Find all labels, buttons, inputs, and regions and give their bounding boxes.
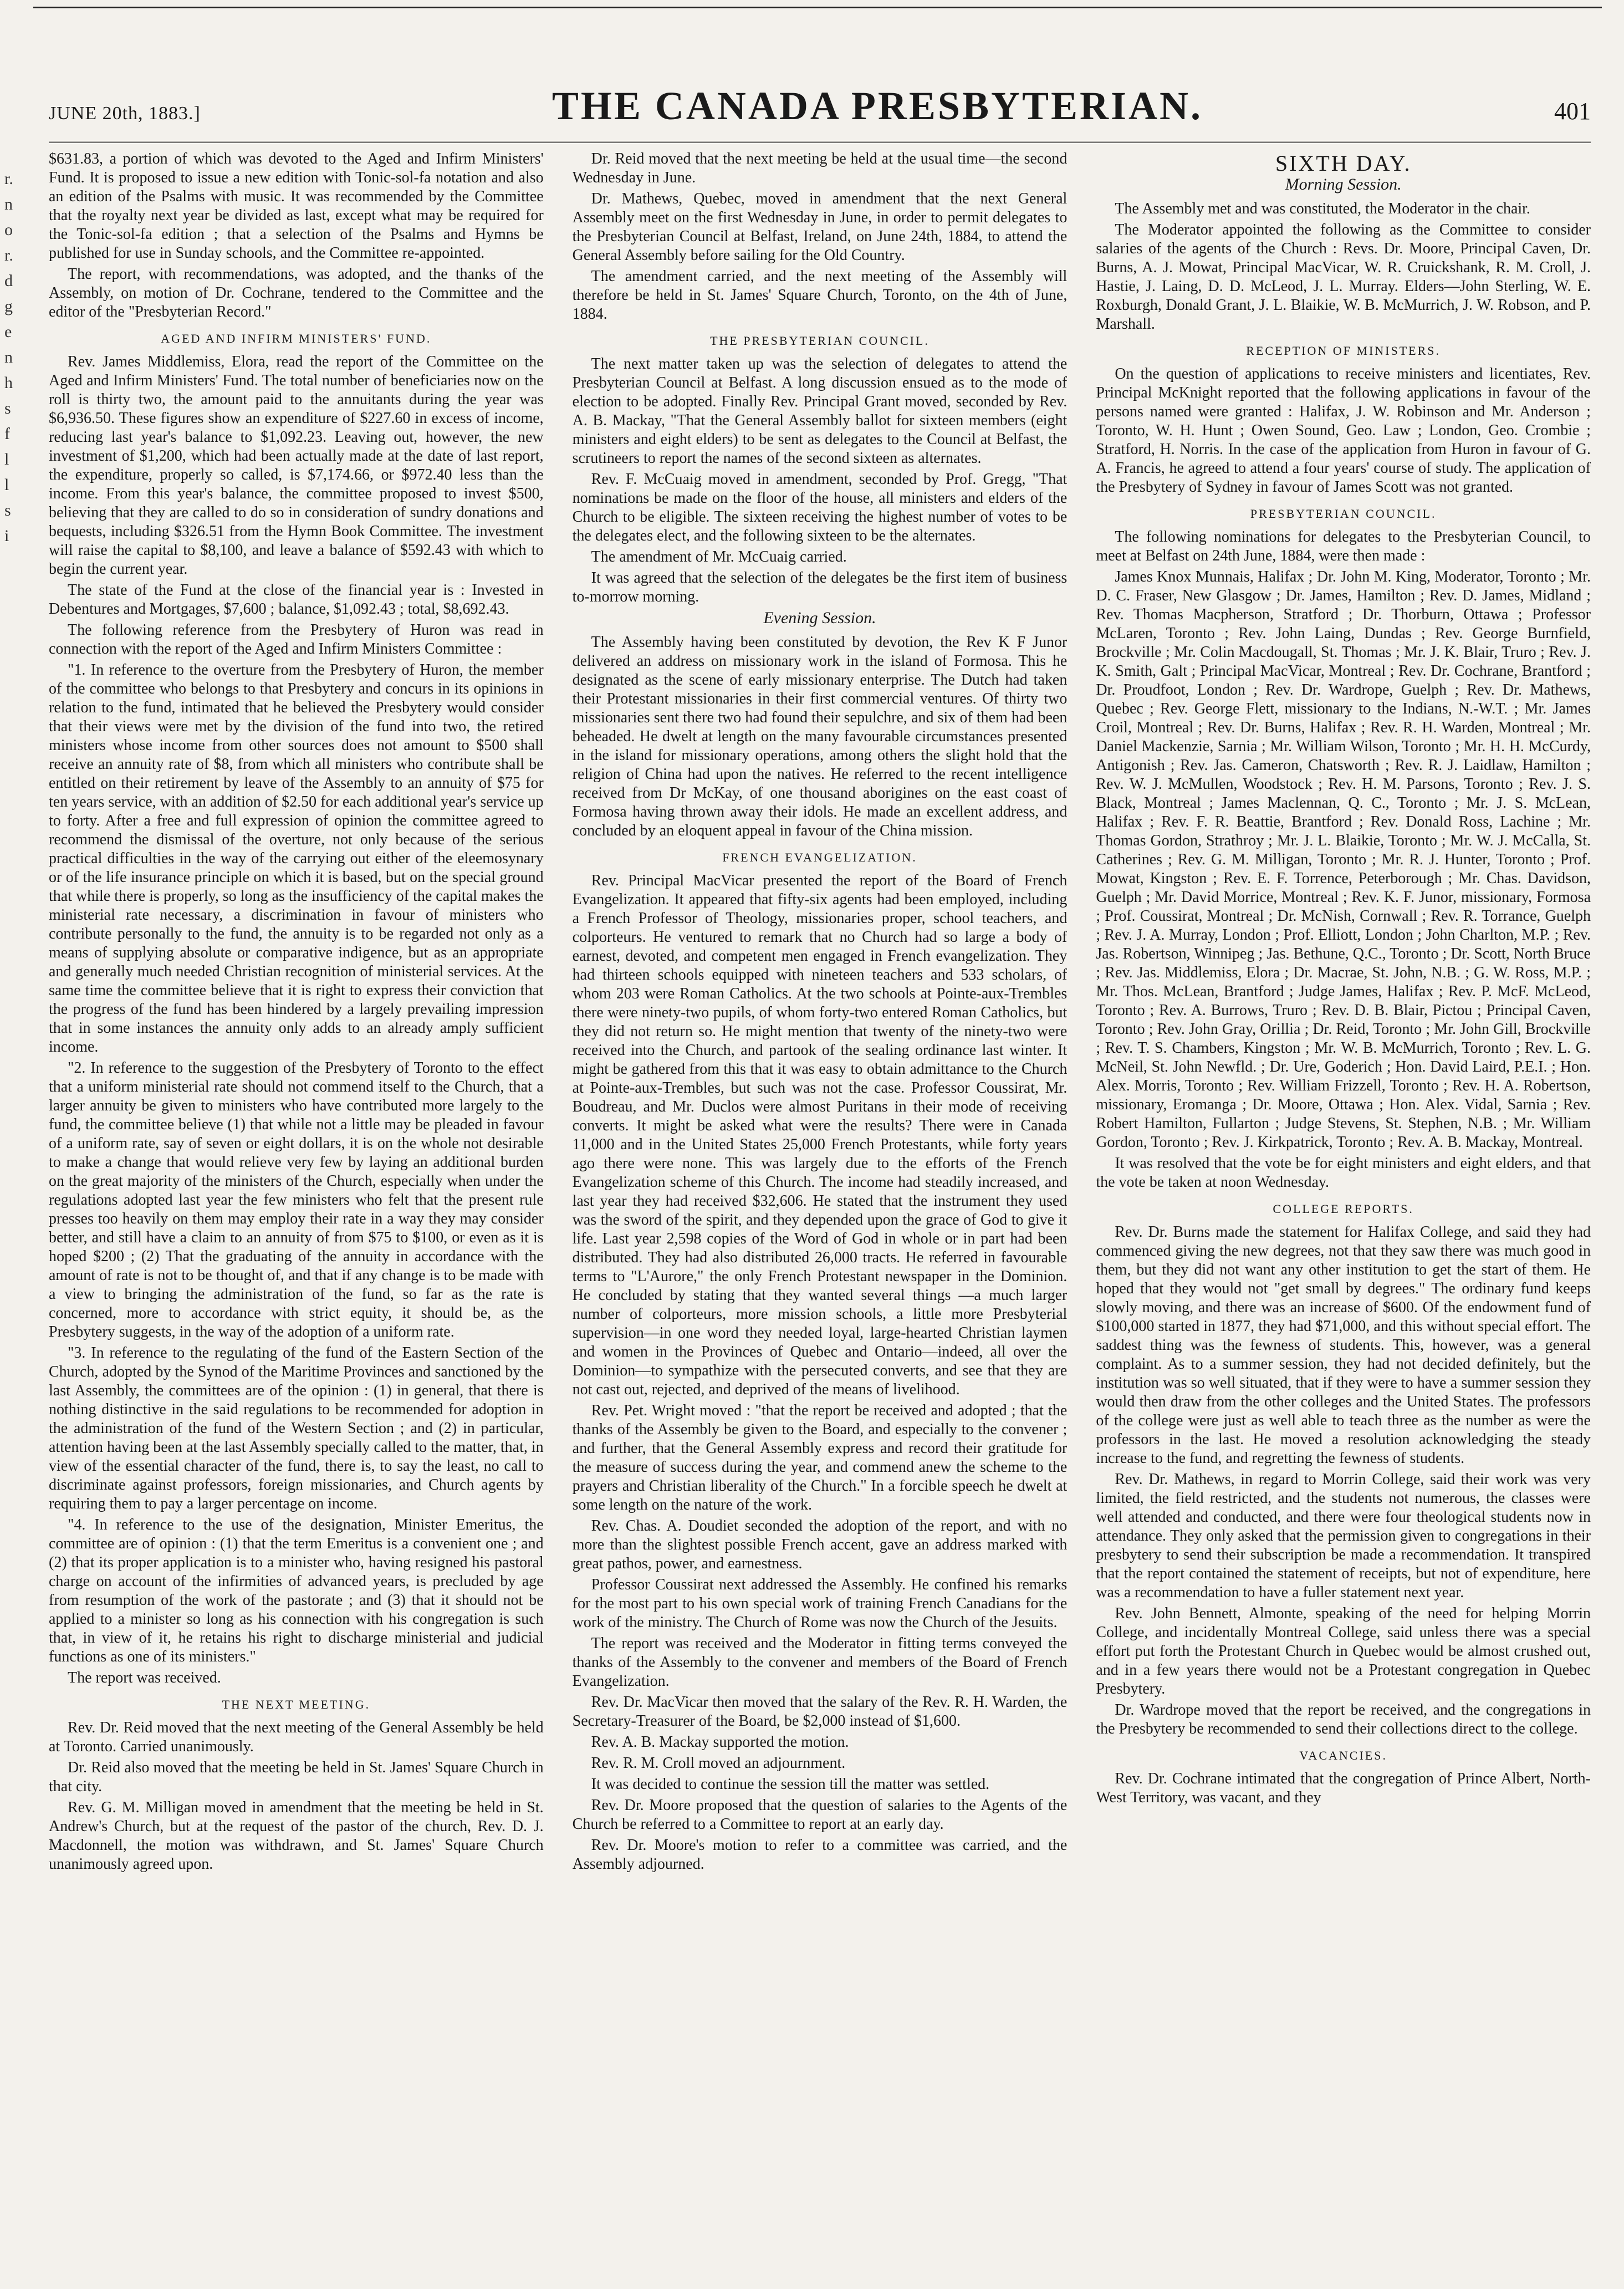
- newspaper-title: THE CANADA PRESBYTERIAN.: [551, 84, 1203, 128]
- day-heading: SIXTH DAY.: [1275, 151, 1412, 176]
- paragraph: Rev. F. McCuaig moved in amendment, seconded by Prof. Gregg, "That nominations be made on the floor of the house, all ministers and elders of the Church to be eligible. The sixteen receiving the highest number of votes to be the delegates elect, and the following sixteen to be the alternates.: [572, 471, 1068, 544]
- page-header: [49, 83, 1591, 143]
- text-columns: [49, 150, 1591, 2267]
- paragraph: The Moderator appointed the following as the Committee to consider salaries of the agents of the Church : Revs. Dr. Moore, Principal Caven, Dr. Burns, A. J. Mowat, Principal MacVicar, W. R. Cruickshank, R. M. Croll, J. Hastie, J. Laing, D. D. McLeod, J. L. Murray. Elders—John Sterling, W. E. Roxburgh, Donald Grant, J. L. Blaikie, W. B. McMurrich, J. W. Robson, and P. Marshall.: [1096, 221, 1591, 333]
- paragraph: It was resolved that the vote be for eight ministers and eight elders, and that the vote be taken at noon Wednesday.: [1096, 1155, 1591, 1191]
- subheading-evening-session: Evening Session.: [763, 609, 876, 627]
- paragraph: Rev. Dr. MacVicar then moved that the salary of the Rev. R. H. Warden, the Secretary-Treasurer of the Board, be $2,000 instead of $1,600.: [572, 1694, 1068, 1730]
- paragraph: The amendment carried, and the next meeting of the Assembly will therefore be held in St. James' Square Church, Toronto, on the 4th of June, 1884.: [572, 268, 1068, 323]
- edge-mark: n: [4, 348, 13, 366]
- edge-mark: h: [4, 374, 13, 392]
- paragraph: Rev. Dr. Moore's motion to refer to a committee was carried, and the Assembly adjourned.: [572, 1837, 1068, 1873]
- edge-mark: o: [4, 221, 13, 239]
- paragraph: The report was received.: [68, 1669, 221, 1686]
- edge-mark: i: [4, 527, 9, 545]
- edge-mark: s: [4, 399, 11, 417]
- paragraph: $631.83, a portion of which was devoted to the Aged and Infirm Ministers' Fund. It is proposed to issue a new edition with Tonic-sol-fa notation and also an edition of the Psalms with music. It was recommended by the Committee that the royalty next year be divided as last, except what may be required for the Tonic-sol-fa edition ; that a selection of the Psalms and Hymns be published for use in Sunday schools, and the Committee re-appointed.: [49, 150, 544, 262]
- paragraph: It was agreed that the selection of the delegates be the first item of business to-morrow morning.: [572, 569, 1068, 605]
- paragraph: The next matter taken up was the selection of delegates to attend the Presbyterian Council at Belfast. A long discussion ensued as to the mode of election to be adopted. Finally Rev. Principal Grant moved, seconded by Rev. A. B. Mackay, "That the General Assembly ballot for sixteen members (eight ministers and eight elders) to be sent as delegates to the Council at Belfast, the scrutineers to report the names of the second sixteen as alternates.: [572, 355, 1068, 467]
- paragraph: "2. In reference to the suggestion of the Presbytery of Toronto to the effect that a uniform ministerial rate should not commend itself to the Church, that a larger annuity be given to ministers who have contributed more largely to the fund, the committee believe (1) that while not a little may be pleaded in favour of a uniform rate, say of seven or eight dollars, it is on the whole not desirable to make a change that would relieve very few by laying an additional burden on the great majority of the ministers of the Church, especially when under the regulations adopted last year the few ministers who felt that the present rule presses too heavily on them may employ their rate in a way they may consider better, and still have a claim to an annuity of from $75 to $100, or even as it is hoped $200 ; (2) That the graduating of the annuity in accordance with the amount of rate is not to be thought of, and that if any change is to be made with a view to bringing the administration of the fund, so far as the rate is concerned, more to accordance with strict equity, it should be, as the Presbytery suggests, in the way of the adoption of a uniform rate.: [49, 1059, 544, 1340]
- paragraph: Dr. Wardrope moved that the report be received, and the congregations in the Presbytery be recommended to send their collections direct to the college.: [1096, 1701, 1591, 1737]
- paragraph: On the question of applications to receive ministers and licentiates, Rev. Principal McKnight reported that the following applications in favour of the persons named were granted : Halifax, J. W. Robinson and Mr. Anderson ; Toronto, W. H. Hunt ; Owen Sound, Geo. Law ; London, Geo. Crombie ; Stratford, H. Norris. In the case of the application from Huron in favour of G. A. Francis, he agreed to attend a four years' course of study. The application of the Presbytery of Sydney in favour of James Scott was not granted.: [1096, 365, 1591, 496]
- paragraph: Rev. Dr. Cochrane intimated that the congregation of Prince Albert, North-West Territory, was vacant, and they: [1096, 1770, 1591, 1806]
- column-2: [573, 150, 1068, 2267]
- section-heading-college-reports: COLLEGE REPORTS.: [1273, 1202, 1414, 1216]
- paragraph: Rev. Pet. Wright moved : "that the report be received and adopted ; that the thanks of the Assembly be given to the Board, and especially to the convener ; and further, that the General Assembly express and record their gratitude for the measure of success during the year, and commend anew the scheme to the prayers and Christian liberality of the Church." In a forcible speech he dwelt at some length on the nature of the work.: [572, 1402, 1068, 1513]
- paragraph: Dr. Reid also moved that the meeting be held in St. James' Square Church in that city.: [49, 1759, 544, 1795]
- paragraph: Rev. Dr. Burns made the statement for Halifax College, and said they had commenced giving the new degrees, not that they saw there was much good in them, but they did not want any other institution to get the start of them. He hoped that they would not "get small by degrees." The ordinary fund keeps slowly moving, and there was an increase of $600. Of the endowment fund of $100,000 started in 1877, they had $71,000, and this without special effort. The saddest thing was the fewness of students. This, however, was a general complaint. As to a summer session, they had not decided definitely, but the institution was so well situated, that if they were to have a summer session they would then draw from the other colleges and the United States. The professors of the college were just as well able to teach three as the number as were the professors in the last. He moved a resolution acknowledging the steady increase to the fund, and regretting the fewness of students.: [1096, 1223, 1591, 1467]
- section-heading-presbyterian-council: PRESBYTERIAN COUNCIL.: [1250, 507, 1437, 521]
- edge-mark: f: [4, 425, 10, 443]
- paragraph: Rev. Chas. A. Doudiet seconded the adoption of the report, and with no more than the slightest possible French accent, gave an address marked with great pathos, power, and earnestness.: [572, 1517, 1068, 1572]
- paragraph: It was decided to continue the session till the matter was settled.: [591, 1776, 990, 1793]
- issue-date: JUNE 20th, 1883.]: [49, 103, 201, 124]
- edge-mark: d: [4, 272, 13, 290]
- section-heading-aged-infirm: AGED AND INFIRM MINISTERS' FUND.: [161, 332, 432, 345]
- paragraph: Rev. Principal MacVicar presented the report of the Board of French Evangelization. It appeared that fifty-six agents had been employed, including a French Professor of Theology, missionaries proper, school teachers, and colporteurs. He ventured to remark that no Church had so large a body of earnest, devoted, and competent men engaged in French evangelization. They had thirteen schools equipped with nineteen teachers and 533 scholars, of whom 203 were Roman Catholics. At the two schools at Pointe-aux-Trembles there were ninety-two pupils, of whom forty-two entered Roman Catholics, but they did not return so. He might mention that twenty of the ninety-two were received into the Church, and partook of the sealing ordinance last winter. It might be gathered from this that it was easy to obtain admittance to the Church at Pointe-aux-Trembles, but such was not the case. Professor Coussirat, Mr. Boudreau, and Mr. Duclos were almost Puritans in their mode of receiving converts. It might be asked what were the results? There were in Canada 11,000 and in the United States 25,000 French Protestants, while forty years ago there were none. This was largely due to the efforts of the French Evangelization scheme of this Church. The income had steadily increased, and last year they had received $32,606. He stated that the instrument they used was the sword of the spirit, and they depended upon the grace of God to give it life. Last year 2,598 copies of the Word of God in whole or in part had been distributed. They had also distributed 26,000 tracts. He referred in favourable terms to "L'Aurore," the only French Protestant newspaper in the Dominion. He concluded by stating that they wanted several things —a much larger number of colporteurs, more mission schools, a little more Presbyterial supervision—in one word they needed loyal, large-hearted Christian laymen and women in the Provinces of Quebec and Ontario—indeed, all over the Dominion—to sympathize with the persecuted converts, and see that they are not cast out, rejected, and deprived of the means of livelihood.: [572, 872, 1068, 1398]
- paragraph: Dr. Reid moved that the next meeting be held at the usual time—the second Wednesday in June.: [572, 150, 1068, 186]
- section-heading-vacancies: VACANCIES.: [1299, 1748, 1387, 1762]
- paragraph: Rev. G. M. Milligan moved in amendment that the meeting be held in St. Andrew's Church, but at the request of the pastor of the church, Rev. D. J. Macdonnell, the motion was withdrawn, and St. James' Square Church unanimously agreed upon.: [49, 1799, 544, 1873]
- edge-mark: s: [4, 501, 11, 519]
- left-edge-marks: [4, 166, 18, 549]
- paragraph: The state of the Fund at the close of the financial year is : Invested in Debentures and Mortgages, $7,600 ; balance, $1,092.43 ; total, $8,692.43.: [49, 582, 544, 618]
- section-heading-reception-of-ministers: RECEPTION OF MINISTERS.: [1246, 344, 1441, 358]
- edge-mark: n: [4, 195, 13, 213]
- paragraph: The amendment of Mr. McCuaig carried.: [591, 548, 847, 565]
- paragraph: Rev. Dr. Reid moved that the next meeting of the General Assembly be held at Toronto. Carried unanimously.: [49, 1719, 544, 1755]
- subheading-morning-session: Morning Session.: [1285, 175, 1402, 193]
- paragraph: The following nominations for delegates to the Presbyterian Council, to meet at Belfast on 24th June, 1884, were then made :: [1096, 528, 1591, 564]
- edge-mark: r.: [4, 246, 13, 264]
- edge-mark: l: [4, 476, 9, 494]
- page-number: 401: [1554, 98, 1591, 125]
- section-heading-next-meeting: THE NEXT MEETING.: [222, 1697, 371, 1711]
- column-1: [49, 150, 544, 2267]
- paragraph: Rev. A. B. Mackay supported the motion.: [591, 1734, 849, 1751]
- paragraph: Rev. John Bennett, Almonte, speaking of the need for helping Morrin College, and incidentally Montreal College, said unless there was a special effort put forth the Protestant Church in Quebec would be almost crushed out, and in a few years there would not be a Protestant congregation in Quebec Presbytery.: [1096, 1605, 1591, 1697]
- edge-mark: g: [4, 297, 13, 315]
- paragraph: The report was received and the Moderator in fitting terms conveyed the thanks of the Assembly to the convener and members of the Board of French Evangelization.: [572, 1635, 1068, 1690]
- top-rule: [33, 7, 1602, 8]
- paragraph: The Assembly met and was constituted, the Moderator in the chair.: [1115, 200, 1530, 217]
- paragraph: Rev. Dr. Mathews, in regard to Morrin College, said their work was very limited, the field restricted, and the students not numerous, the classes were well attended and conducted, and there were four theological students now in attendance. They only asked that the permission given to congregations in their presbytery to send their subscription be made a recommendation. It transpired that the report contained the statement of receipts, but not of expenditure, here was a recommendation to have a fuller statement next year.: [1096, 1471, 1591, 1601]
- paragraph: Rev. Dr. Moore proposed that the question of salaries to the Agents of the Church be referred to a Committee to report at an early day.: [572, 1797, 1068, 1833]
- paragraph: "1. In reference to the overture from the Presbytery of Huron, the member of the committee who belongs to that Presbytery and concurs in its opinions in relation to the fund, intimated that he believed the Presbytery would consider that their views were met by the division of the fund into two, the retired ministers whose income from other sources does not amount to $500 shall receive an annuity rate of $8, from which all ministers who contribute shall be entitled on their retirement by leave of the Assembly to an annuity of $75 for ten years service, with an addition of $2.50 for each additional year's service up to forty. After a free and full expression of opinion the committee agreed to recommend the dismissal of the overture, not only because of the serious practical difficulties in the way of the carrying out either of the eleemosynary or of the life insurance principle on which it is based, but on the special ground that while there is properly, so long as the insufficiency of the capital makes the ministerial rate necessary, a discrimination in favour of ministers who contribute personally to the fund, the annuity is to be regarded not only as a means of supplying absolute or comparative indigence, but as an appropriate and generally much needed Christian recognition of ministerial services. At the same time the committee believe that it is right to express their conviction that the progress of the fund has been hindered by a largely prevailing impression that in some instances the annuity only adds to an already amply sufficient income.: [49, 661, 544, 1056]
- paragraph: The report, with recommendations, was adopted, and the thanks of the Assembly, on motion of Dr. Cochrane, tendered to the Committee and the editor of the "Presbyterian Record.": [49, 266, 544, 320]
- column-3: [1096, 150, 1591, 2267]
- paragraph: James Knox Munnais, Halifax ; Dr. John M. King, Moderator, Toronto ; Mr. D. C. Fraser, New Glasgow ; Dr. James, Hamilton ; Rev. D. James, Midland ; Rev. Thomas Macpherson, Stratford ; Dr. Thorburn, Ottawa ; Professor McLaren, Toronto ; Rev. John Laing, Dundas ; Rev. George Burnfield, Brockville ; Mr. Colin Macdougall, St. Thomas ; Mr. J. K. Blair, Truro ; Rev. J. K. Smith, Galt ; Principal MacVicar, Montreal ; Rev. Dr. Cochrane, Brantford ; Dr. Proudfoot, London ; Rev. Dr. Wardrope, Guelph ; Rev. Dr. Mathews, Quebec ; Rev. George Flett, missionary to the Indians, N.-W.T. ; Mr. James Croil, Montreal ; Rev. Dr. Burns, Halifax ; Rev. R. H. Warden, Montreal ; Mr. Daniel Mackenzie, Sarnia ; Mr. William Wilson, Toronto ; Mr. H. H. McCurdy, Antigonish ; Rev. Jas. Cameron, Chatsworth ; Rev. R. J. Laidlaw, Hamilton ; Rev. W. J. McMullen, Woodstock ; Rev. H. M. Parsons, Toronto ; Rev. J. S. Black, Montreal ; James Maclennan, Q. C., Toronto ; Mr. J. S. McLean, Halifax ; Rev. F. R. Beattie, Brantford ; Rev. Donald Ross, Lachine ; Mr. Thomas Gordon, Strathroy ; Mr. J. L. Blaikie, Toronto ; Mr. W. J. McCalla, St. Catherines ; Rev. G. M. Milligan, Toronto ; Mr. R. J. Hunter, Toronto ; Prof. Mowat, Kingston ; Rev. E. F. Torrence, Peterborough ; Mr. Chas. Davidson, Guelph ; Mr. David Morrice, Montreal ; Rev. K. F. Junor, missionary, Formosa ; Prof. Coussirat, Montreal ; Dr. McNish, Cornwall ; Rev. R. Torrance, Guelph ; Rev. J. A. Murray, London ; Prof. Elliott, London ; John Charlton, M.P. ; Rev. Jas. Robertson, Winnipeg ; Jas. Bethune, Q.C., Toronto ; Dr. Scott, North Bruce ; Rev. Jas. Middlemiss, Elora ; Dr. Macrae, St. John, N.B. ; G. W. Ross, M.P. ; Mr. Thos. McLean, Brantford ; Judge James, Halifax ; Rev. P. McF. McLeod, Toronto ; Rev. A. Burrows, Truro ; Rev. D. B. Blair, Pictou ; Principal Caven, Toronto ; Rev. John Gray, Orillia ; Dr. Reid, Toronto ; Mr. John Gill, Brockville ; Rev. T. S. Chambers, Kingston ; Mr. W. B. McMurrich, Toronto ; Rev. L. G. McNeil, St. John Newfld. ; Dr. Ure, Goderich ; Hon. David Laird, P.E.I. ; Hon. Alex. Morris, Toronto ; Rev. William Frizzell, Toronto ; Rev. H. A. Robertson, missionary, Eromanga ; Dr. Moore, Ottawa ; Hon. Alex. Vidal, Sarnia ; Rev. Robert Hamilton, Fullarton ; Judge Stevens, St. Stephen, N.B. ; Mr. William Gordon, Toronto ; Rev. J. Kirkpatrick, Toronto ; Rev. A. B. Mackay, Montreal.: [1096, 568, 1591, 1151]
- paragraph: The Assembly having been constituted by devotion, the Rev K F Junor delivered an address on missionary work in the island of Formosa. This he designated as the scene of early missionary enterprise. The Dutch had taken their Protestant missionaries in their first commercial ventures. Of thirty two missionaries sent there two had found their sepulchre, and six of them had been beheaded. He dwelt at length on the many favourable circumstances presented in the island for missionary operations, among others the slight hold that the religion of China had upon the natives. He referred to the recent intelligence received from Dr McKay, of one thousand aborigines on the east coast of Formosa having thrown away their idols. He made an excellent address, and concluded by an eloquent appeal in favour of the China mission.: [572, 634, 1068, 839]
- edge-mark: l: [4, 450, 9, 468]
- paragraph: "4. In reference to the use of the designation, Minister Emeritus, the committee are of opinion : (1) that the term Emeritus is a convenient one ; and (2) that its proper application is to a minister who, having resigned his pastoral charge on account of the infirmities of advanced years, is precluded by age from resumption of the work of the pastorate ; and (3) that it should not be applied to a minister so long as his connection with his congregation is such that, in view of it, he retains his right to discharge ministerial and judicial functions as one of its ministers.": [49, 1516, 544, 1665]
- paragraph: The following reference from the Presbytery of Huron was read in connection with the report of the Aged and Infirm Ministers Committee :: [49, 621, 544, 657]
- paragraph: Rev. James Middlemiss, Elora, read the report of the Committee on the Aged and Infirm Ministers' Fund. The total number of beneficiaries now on the roll is thirty two, the amount paid to the annuitants during the year was $6,936.50. These figures show an expenditure of $227.60 in excess of income, reducing last year's balance to $1,092.23. Leaving out, however, the new investment of $1,200, which had been actually made at the date of last report, the expenditure, properly so called, is $7,174.66, or $972.40 less than the income. From this year's balance, the committee proposed to invest $500, believing that they are called to do so in consideration of sundry donations and bequests, including $326.51 from the Hymn Book Committee. The investment will raise the capital to $8,100, and leave a balance of $592.43 with which to begin the current year.: [49, 353, 544, 578]
- section-heading-presbyterian-council: THE PRESBYTERIAN COUNCIL.: [710, 334, 930, 348]
- paragraph: Rev. R. M. Croll moved an adjournment.: [591, 1755, 846, 1772]
- paragraph: Dr. Mathews, Quebec, moved in amendment that the next General Assembly meet on the first Wednesday in June, in order to permit delegates to the Presbyterian Council at Belfast, Ireland, on June 24th, 1884, to attend the General Assembly before sailing for the Old Country.: [572, 190, 1068, 264]
- section-heading-french-evangelization: FRENCH EVANGELIZATION.: [722, 850, 917, 864]
- paragraph: "3. In reference to the regulating of the fund of the Eastern Section of the Church, adopted by the Synod of the Maritime Provinces and sanctioned by the last Assembly, the committees are of the opinion : (1) in general, that there is nothing distinctive in the said regulations to be recommended for adoption in the administration of the fund of the Western Section ; and (2) in particular, attention having been at the last Assembly specially called to the matter, that, in view of the essential character of the fund, there is, to say the least, no call to discriminate against professors, foreign missionaries, and Church agents by requiring them to pay a larger percentage on income.: [49, 1344, 544, 1512]
- edge-mark: r.: [4, 170, 13, 188]
- edge-mark: e: [4, 323, 12, 341]
- paragraph: Professor Coussirat next addressed the Assembly. He confined his remarks for the most part to his own special work of training French Canadians for the work of the ministry. The Church of Rome was now the Church of the Jesuits.: [572, 1576, 1068, 1631]
